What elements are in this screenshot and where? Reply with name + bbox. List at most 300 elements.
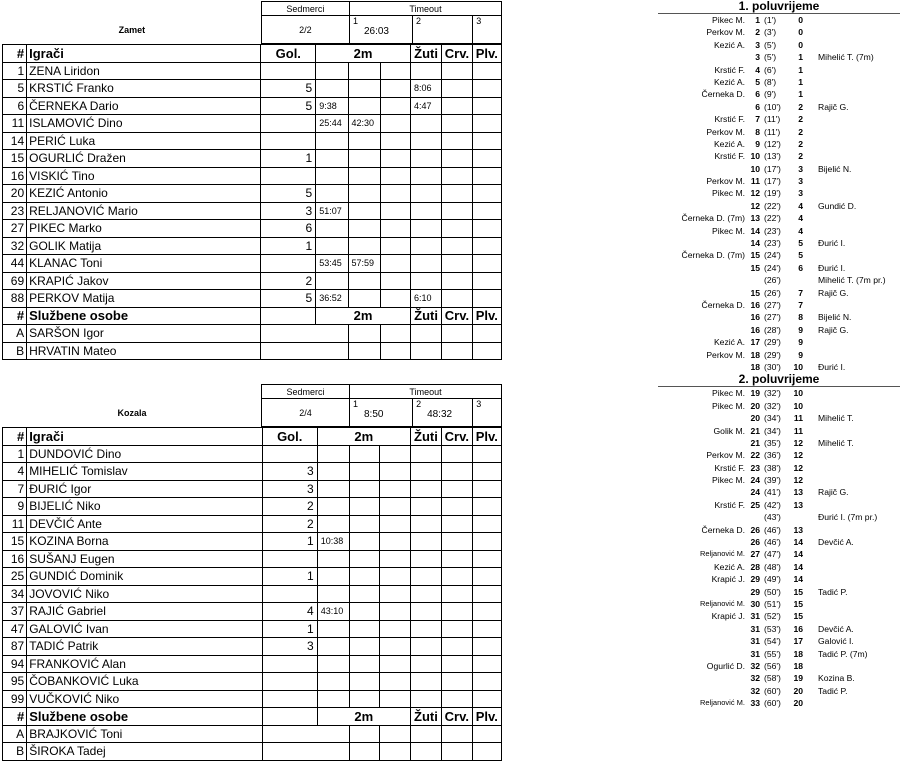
goal-event xyxy=(658,511,900,523)
roster-header-row xyxy=(3,45,502,63)
away-score: 14 xyxy=(793,549,803,560)
away-score: 12 xyxy=(793,462,803,473)
home-score: 20 xyxy=(750,413,760,424)
empty-cell xyxy=(262,725,349,743)
away-score: 1 xyxy=(798,52,803,63)
player-number: 32 xyxy=(3,237,27,255)
player-goals: 3 xyxy=(262,480,317,498)
player-number: 16 xyxy=(3,167,27,185)
goal-event xyxy=(658,101,900,113)
col-goals: Gol. xyxy=(261,45,316,63)
two-min-1: 51:07 xyxy=(316,202,348,220)
table-row xyxy=(3,463,502,481)
player-goals xyxy=(262,673,317,691)
goal-event xyxy=(658,287,900,299)
sedmerci-value: 2/4 xyxy=(261,399,349,427)
away-score: 15 xyxy=(793,611,803,622)
event-minute: (34') xyxy=(764,425,781,436)
home-score: 26 xyxy=(750,524,760,535)
table-row xyxy=(3,80,502,98)
home-scorer: Krstić F. xyxy=(714,64,745,75)
two-min-2 xyxy=(348,185,380,203)
home-score: 6 xyxy=(755,89,760,100)
goal-event xyxy=(658,237,900,249)
home-score: 25 xyxy=(750,499,760,510)
timeout-label: Timeout xyxy=(350,385,502,399)
event-minute: (56') xyxy=(764,660,781,671)
two-min-1 xyxy=(316,185,348,203)
red-card xyxy=(442,568,472,586)
away-score: 1 xyxy=(798,89,803,100)
player-name: ISLAMOVIĆ Dino xyxy=(27,115,261,133)
two-min-2 xyxy=(350,585,380,603)
away-score: 4 xyxy=(798,225,803,236)
red-card xyxy=(442,603,472,621)
away-score: 15 xyxy=(793,586,803,597)
table-row xyxy=(3,445,502,463)
official-name: BRAJKOVIĆ Toni xyxy=(27,725,262,743)
event-minute: (48') xyxy=(764,561,781,572)
away-score: 14 xyxy=(793,537,803,548)
goal-event xyxy=(658,299,900,311)
home-score: 24 xyxy=(750,475,760,486)
two-min-3 xyxy=(380,150,410,168)
player-number: 88 xyxy=(3,290,27,308)
col-blue: Plv. xyxy=(472,708,501,726)
home-scorer: Pikec M. xyxy=(712,388,745,399)
home-score: 12 xyxy=(750,188,760,199)
player-number: 5 xyxy=(3,80,27,98)
empty-cell xyxy=(261,342,348,360)
two-min-2 xyxy=(350,673,380,691)
away-scorer: Đurić I. (7m pr.) xyxy=(818,512,878,523)
official-letter: B xyxy=(3,342,27,360)
home-score: 29 xyxy=(750,574,760,585)
yellow-card xyxy=(410,220,441,238)
red-card xyxy=(442,533,472,551)
goal-event xyxy=(658,660,900,672)
table-row xyxy=(3,150,502,168)
event-minute: (24') xyxy=(764,250,781,261)
official-letter: A xyxy=(3,725,27,743)
goal-event xyxy=(658,64,900,76)
yellow-card xyxy=(410,550,441,568)
empty-cell xyxy=(410,325,441,343)
yellow-card xyxy=(410,272,441,290)
two-min-3 xyxy=(380,115,410,133)
empty-cell xyxy=(261,307,316,325)
player-number: 25 xyxy=(3,568,27,586)
home-score: 30 xyxy=(750,598,760,609)
goal-event xyxy=(658,126,900,138)
yellow-card xyxy=(410,463,441,481)
player-name: JOVOVIĆ Niko xyxy=(27,585,262,603)
player-goals: 4 xyxy=(262,603,317,621)
event-minute: (24') xyxy=(764,262,781,273)
yellow-card xyxy=(410,498,441,516)
two-min-2 xyxy=(348,220,380,238)
away-scorer: Kozina B. xyxy=(818,673,855,684)
table-row xyxy=(3,237,502,255)
two-min-2 xyxy=(350,463,380,481)
red-card xyxy=(442,638,472,656)
empty-cell xyxy=(380,725,410,743)
blue-card xyxy=(472,237,501,255)
blue-card xyxy=(472,533,501,551)
red-card xyxy=(442,673,472,691)
player-goals xyxy=(262,445,317,463)
player-number: 15 xyxy=(3,150,27,168)
player-name: GALOVIĆ Ivan xyxy=(27,620,262,638)
event-minute: (26') xyxy=(764,287,781,298)
away-score: 2 xyxy=(798,138,803,149)
goal-event xyxy=(658,88,900,100)
player-goals: 2 xyxy=(261,272,316,290)
away-scorer: Rajič G. xyxy=(818,101,849,112)
col-num: # xyxy=(3,45,27,63)
blue-card xyxy=(472,150,501,168)
event-minute: (5') xyxy=(764,52,777,63)
away-scorer: Rajič G. xyxy=(818,287,849,298)
event-minute: (39') xyxy=(764,475,781,486)
goal-event xyxy=(658,400,900,412)
yellow-card xyxy=(410,515,441,533)
goal-event xyxy=(658,462,900,474)
empty-cell xyxy=(442,725,472,743)
header-spacer xyxy=(2,2,261,16)
home-score: 32 xyxy=(750,685,760,696)
event-minute: (58') xyxy=(764,673,781,684)
col-goals: Gol. xyxy=(262,428,317,446)
home-score: 14 xyxy=(750,238,760,249)
two-min-2 xyxy=(350,620,380,638)
goal-event xyxy=(658,212,900,224)
team-name: Zamet xyxy=(118,24,146,35)
event-minute: (60') xyxy=(764,685,781,696)
player-number: 23 xyxy=(3,202,27,220)
away-score: 11 xyxy=(793,425,803,436)
event-minute: (50') xyxy=(764,586,781,597)
goal-event xyxy=(658,51,900,63)
event-minute: (17') xyxy=(764,176,781,187)
empty-cell xyxy=(442,743,472,761)
event-minute: (5') xyxy=(764,39,777,50)
two-min-2 xyxy=(350,603,380,621)
home-scorer: Pikec M. xyxy=(712,188,745,199)
blue-card xyxy=(472,655,501,673)
col-blue: Plv. xyxy=(472,45,501,63)
table-row xyxy=(3,603,502,621)
two-min-1: 10:38 xyxy=(317,533,349,551)
col-red: Crv. xyxy=(442,428,472,446)
event-minute: (30') xyxy=(764,361,781,372)
official-name: ŠIROKA Tadej xyxy=(27,743,262,761)
timeout-label: Timeout xyxy=(349,2,501,16)
player-goals: 5 xyxy=(261,80,316,98)
header-spacer xyxy=(2,385,261,399)
red-card xyxy=(442,255,472,273)
red-card xyxy=(442,498,472,516)
home-scorer: Krapić J. xyxy=(711,574,745,585)
yellow-card xyxy=(410,480,441,498)
away-score: 10 xyxy=(793,388,803,399)
blue-card xyxy=(472,132,501,150)
red-card xyxy=(442,690,472,708)
red-card xyxy=(442,515,472,533)
player-goals: 1 xyxy=(261,150,316,168)
yellow-card xyxy=(410,185,441,203)
event-minute: (46') xyxy=(764,524,781,535)
player-goals: 1 xyxy=(262,533,317,551)
goal-event xyxy=(658,324,900,336)
goal-event xyxy=(658,39,900,51)
home-score: 20 xyxy=(750,400,760,411)
two-min-1: 25:44 xyxy=(316,115,348,133)
away-score: 9 xyxy=(798,337,803,348)
two-min-3 xyxy=(380,533,410,551)
empty-cell xyxy=(261,325,348,343)
table-row xyxy=(3,550,502,568)
goal-event xyxy=(658,672,900,684)
two-min-3 xyxy=(380,290,410,308)
two-min-3 xyxy=(380,220,410,238)
roster-header-row xyxy=(3,428,502,446)
player-number: 1 xyxy=(3,445,27,463)
event-minute: (46') xyxy=(764,537,781,548)
player-name: RELJANOVIĆ Mario xyxy=(27,202,261,220)
official-letter: B xyxy=(3,743,27,761)
away-scorer: Mihelić T. (7m) xyxy=(818,52,874,63)
player-goals xyxy=(261,115,316,133)
table-row xyxy=(3,690,502,708)
two-min-2 xyxy=(350,550,380,568)
two-min-3 xyxy=(380,480,410,498)
red-card xyxy=(442,62,472,80)
player-name: PERIĆ Luka xyxy=(27,132,261,150)
home-scorer: Černeka D. xyxy=(701,524,745,535)
official-letter: A xyxy=(3,325,27,343)
table-row xyxy=(3,620,502,638)
goal-event xyxy=(658,425,900,437)
home-score: 15 xyxy=(750,287,760,298)
col-red: Crv. xyxy=(442,307,472,325)
two-min-2 xyxy=(348,272,380,290)
table-row xyxy=(3,673,502,691)
event-minute: (3') xyxy=(764,27,777,38)
red-card xyxy=(442,202,472,220)
table-row xyxy=(3,515,502,533)
home-score: 3 xyxy=(755,39,760,50)
two-min-3 xyxy=(380,620,410,638)
goal-event xyxy=(658,685,900,697)
event-minute: (42') xyxy=(764,499,781,510)
two-min-1 xyxy=(316,62,348,80)
player-goals xyxy=(261,255,316,273)
away-scorer: Rajič G. xyxy=(818,324,849,335)
timeout-slot-1 xyxy=(350,399,413,427)
event-minute: (28') xyxy=(764,324,781,335)
two-min-3 xyxy=(380,568,410,586)
two-min-1 xyxy=(317,445,349,463)
timeout-slot-2 xyxy=(413,16,473,44)
table-row xyxy=(3,638,502,656)
timeout-time: 26:03 xyxy=(363,26,389,37)
red-card xyxy=(442,585,472,603)
blue-card xyxy=(472,568,501,586)
col-yellow: Žuti xyxy=(410,307,441,325)
empty-cell xyxy=(472,325,501,343)
home-scorer: Kezić A. xyxy=(713,561,745,572)
two-min-1 xyxy=(316,272,348,290)
timeout-time: 8:50 xyxy=(364,409,384,420)
table-row xyxy=(3,585,502,603)
home-score: 32 xyxy=(750,660,760,671)
player-name: ĐURIĆ Igor xyxy=(27,480,262,498)
event-minute: (35') xyxy=(764,437,781,448)
col-players: Igrači xyxy=(27,45,261,63)
player-goals: 3 xyxy=(262,638,317,656)
away-score: 12 xyxy=(793,437,803,448)
two-min-2 xyxy=(350,690,380,708)
yellow-card xyxy=(410,673,441,691)
blue-card xyxy=(472,498,501,516)
two-min-1 xyxy=(316,167,348,185)
red-card xyxy=(442,550,472,568)
timeout-slot-1 xyxy=(349,16,412,44)
two-min-1 xyxy=(317,673,349,691)
player-name: KEZIĆ Antonio xyxy=(27,185,261,203)
event-minute: (55') xyxy=(764,648,781,659)
two-min-3 xyxy=(380,690,410,708)
away-scorer: Đurić I. xyxy=(818,361,846,372)
blue-card xyxy=(472,515,501,533)
table-row xyxy=(3,498,502,516)
player-name: KLANAC Toni xyxy=(27,255,261,273)
yellow-card xyxy=(410,202,441,220)
two-min-2: 42:30 xyxy=(348,115,380,133)
home-score: 11 xyxy=(750,176,760,187)
event-minute: (49') xyxy=(764,574,781,585)
goal-event xyxy=(658,499,900,511)
goal-event xyxy=(658,311,900,323)
yellow-card xyxy=(410,237,441,255)
home-scorer: Kezić A. xyxy=(713,138,745,149)
team-kozala-sheet xyxy=(2,384,502,761)
red-card xyxy=(442,445,472,463)
empty-cell xyxy=(410,725,441,743)
two-min-3 xyxy=(380,255,410,273)
player-number: 9 xyxy=(3,498,27,516)
col-red: Crv. xyxy=(442,708,472,726)
blue-card xyxy=(472,255,501,273)
home-score: 29 xyxy=(750,586,760,597)
blue-card xyxy=(472,167,501,185)
two-min-1: 53:45 xyxy=(316,255,348,273)
empty-cell xyxy=(380,325,410,343)
col-yellow: Žuti xyxy=(410,428,441,446)
home-score: 24 xyxy=(750,487,760,498)
goal-event xyxy=(658,14,900,26)
timeout-number: 2 xyxy=(416,399,422,409)
home-score: 17 xyxy=(750,337,760,348)
team-name: Kozala xyxy=(117,407,147,418)
goal-event xyxy=(658,336,900,348)
yellow-card xyxy=(410,638,441,656)
home-score: 19 xyxy=(750,388,760,399)
col-two-min: 2m xyxy=(316,45,411,63)
goal-event xyxy=(658,573,900,585)
home-score: 15 xyxy=(750,250,760,261)
player-name: ČOBANKOVIĆ Luka xyxy=(27,673,262,691)
team-header xyxy=(2,384,502,427)
two-min-2 xyxy=(350,498,380,516)
two-min-1 xyxy=(317,480,349,498)
goal-event xyxy=(658,249,900,261)
yellow-card xyxy=(410,568,441,586)
event-minute: (6') xyxy=(764,64,777,75)
home-scorer: Pikec M. xyxy=(712,400,745,411)
goal-event xyxy=(658,274,900,286)
home-score: 8 xyxy=(755,126,760,137)
home-score: 15 xyxy=(750,262,760,273)
two-min-1: 36:52 xyxy=(316,290,348,308)
red-card xyxy=(442,220,472,238)
event-minute: (27') xyxy=(764,299,781,310)
blue-card xyxy=(472,272,501,290)
yellow-card: 4:47 xyxy=(410,97,441,115)
away-score: 4 xyxy=(798,213,803,224)
goal-event xyxy=(658,387,900,399)
col-two-min: 2m xyxy=(317,708,410,726)
home-score: 33 xyxy=(750,698,760,709)
goal-event xyxy=(658,524,900,536)
blue-card xyxy=(472,673,501,691)
player-name: ČERNEKA Dario xyxy=(27,97,261,115)
official-row xyxy=(3,743,502,761)
event-minute: (22') xyxy=(764,213,781,224)
home-score: 3 xyxy=(755,52,760,63)
home-score: 27 xyxy=(750,549,760,560)
player-goals: 2 xyxy=(262,498,317,516)
empty-cell xyxy=(442,342,472,360)
player-number: 69 xyxy=(3,272,27,290)
home-score: 16 xyxy=(750,299,760,310)
goal-event xyxy=(658,648,900,660)
player-goals xyxy=(262,585,317,603)
away-score: 0 xyxy=(798,15,803,25)
goal-event xyxy=(658,187,900,199)
home-score: 23 xyxy=(750,462,760,473)
goal-event xyxy=(658,623,900,635)
player-number: 37 xyxy=(3,603,27,621)
two-min-2 xyxy=(348,150,380,168)
empty-cell xyxy=(380,342,410,360)
red-card xyxy=(442,237,472,255)
home-scorer: Pikec M. xyxy=(712,475,745,486)
blue-card xyxy=(472,463,501,481)
away-score: 5 xyxy=(798,238,803,249)
col-blue: Plv. xyxy=(472,307,501,325)
home-score: 10 xyxy=(750,151,760,162)
home-score: 16 xyxy=(750,312,760,323)
goal-event xyxy=(658,536,900,548)
player-number: 87 xyxy=(3,638,27,656)
home-scorer: Černeka D. (7m) xyxy=(681,213,745,224)
two-min-3 xyxy=(380,463,410,481)
team-zamet-sheet xyxy=(2,1,502,360)
red-card xyxy=(442,150,472,168)
player-name: PERKOV Matija xyxy=(27,290,261,308)
